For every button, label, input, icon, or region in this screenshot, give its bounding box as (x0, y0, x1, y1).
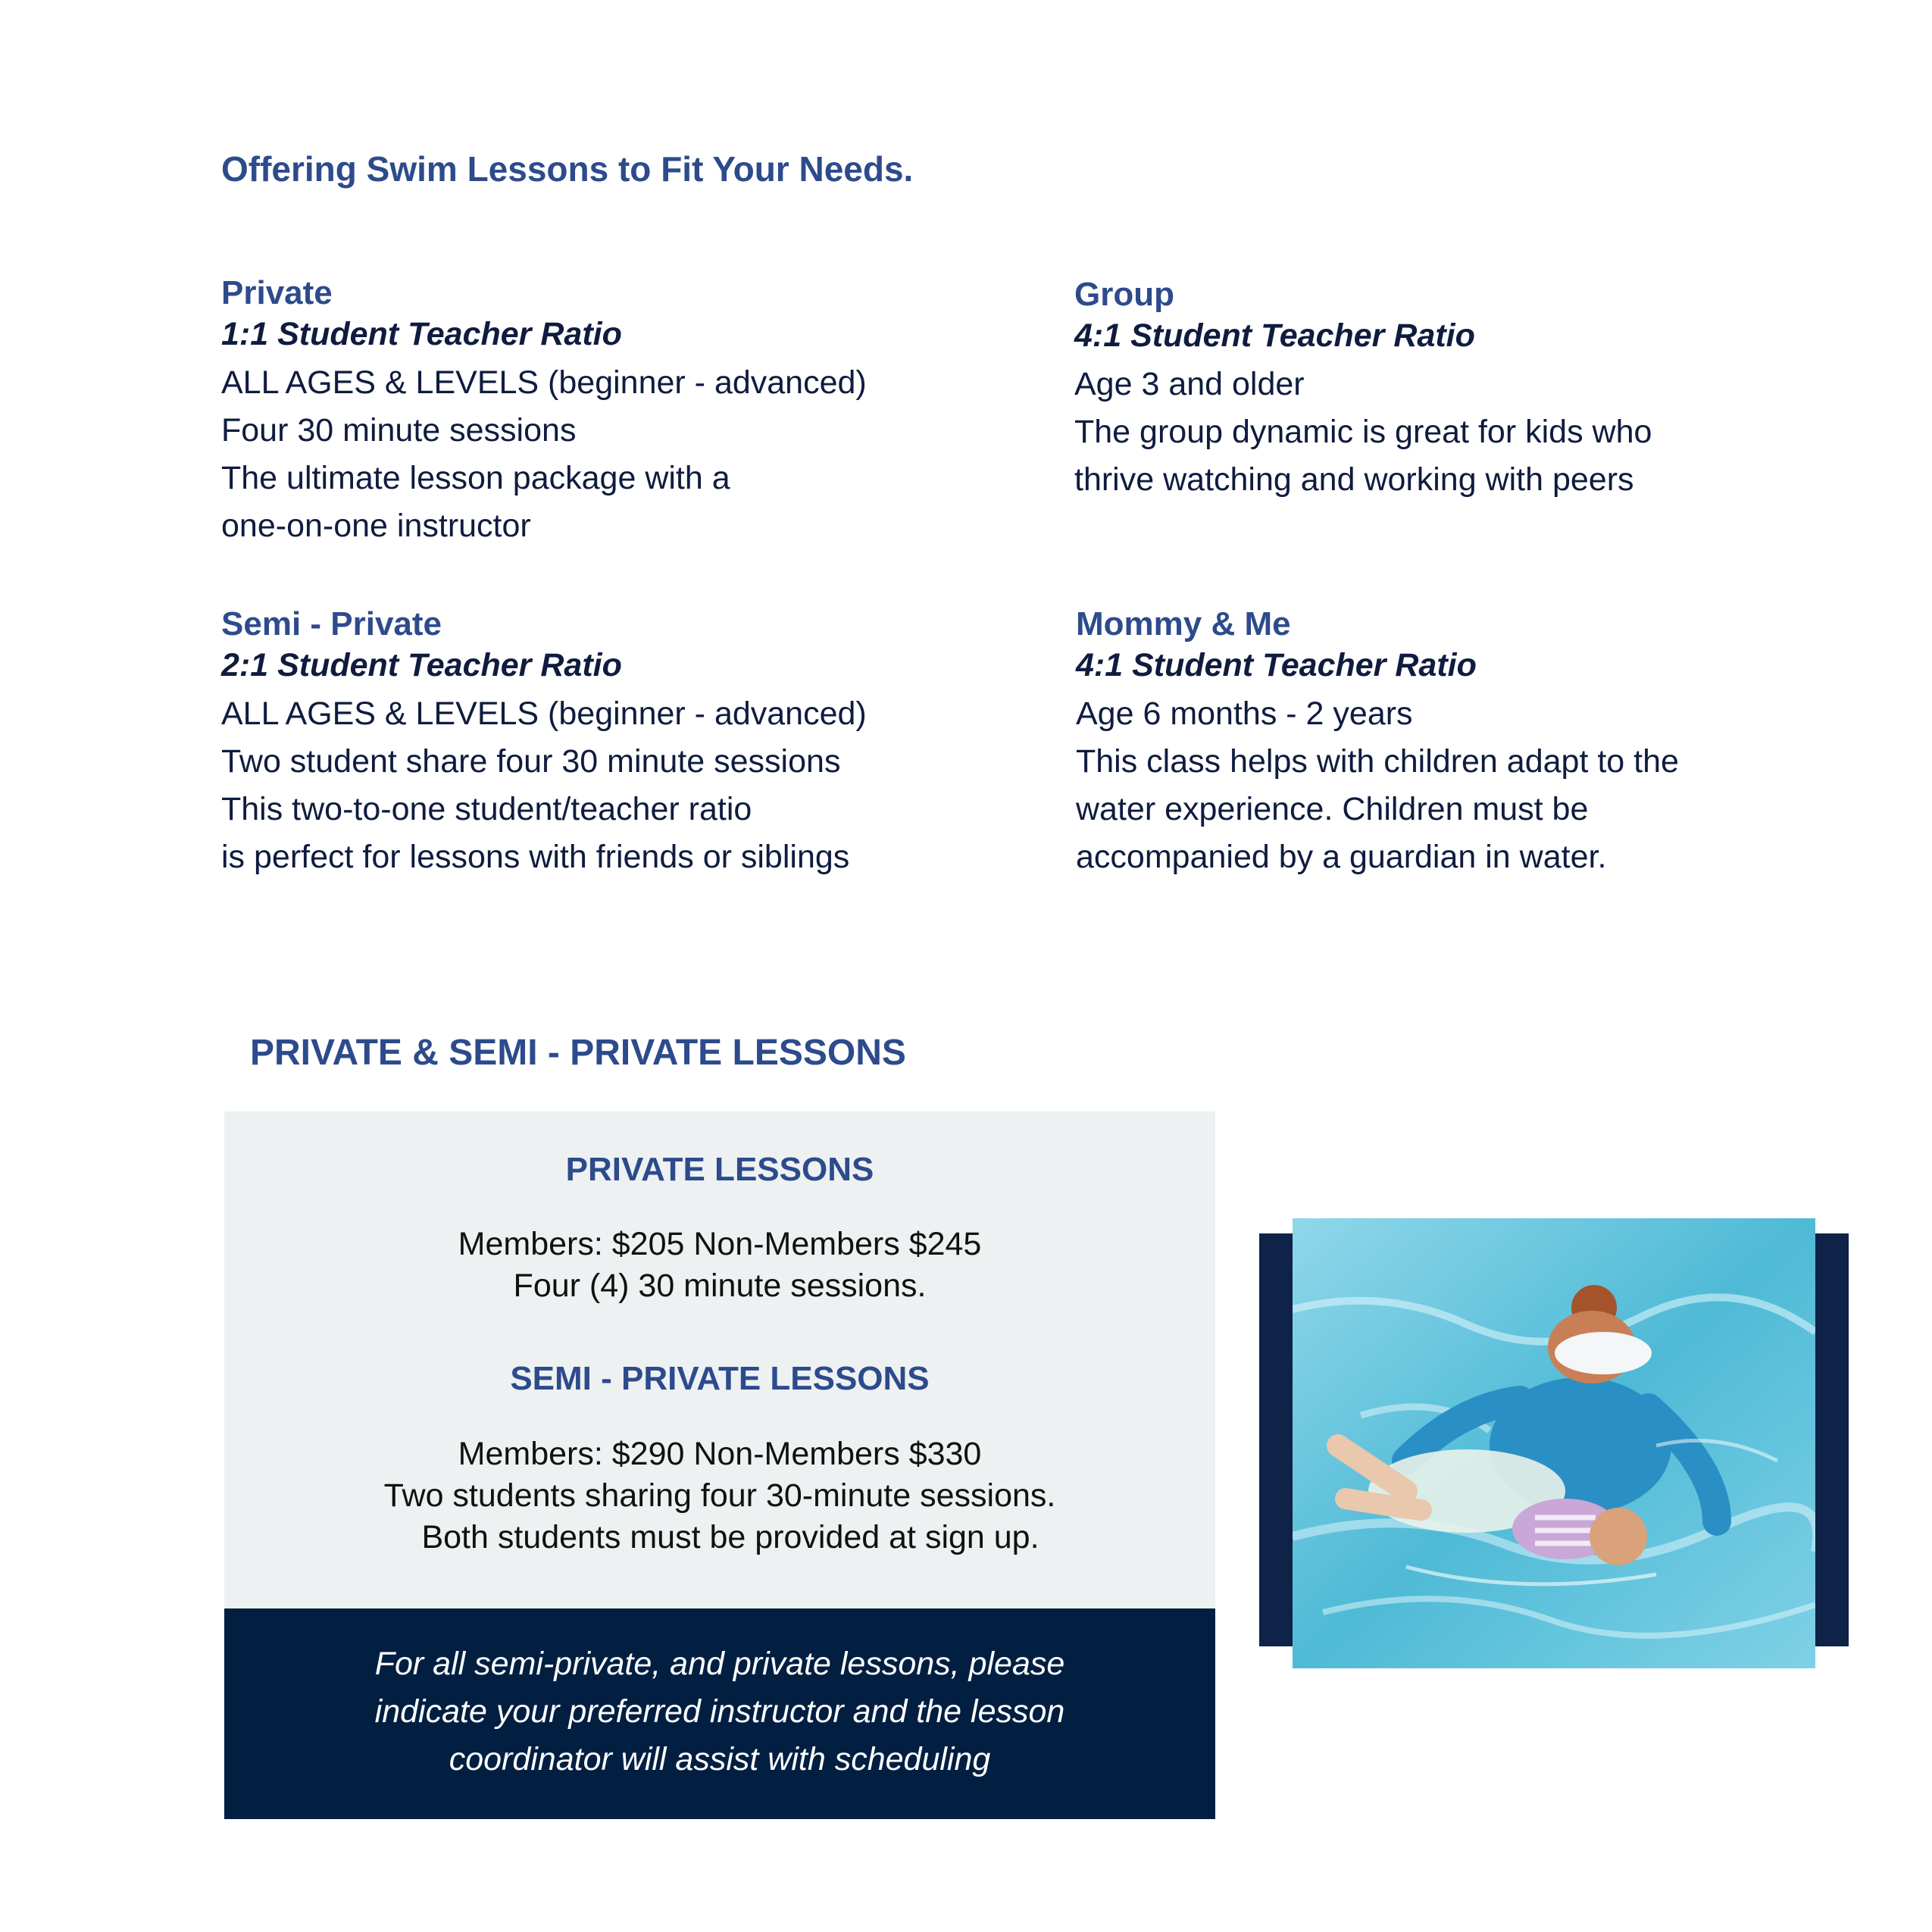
lesson-heading: Private (221, 274, 333, 311)
private-lessons-sessions: Four (4) 30 minute sessions. (513, 1268, 927, 1304)
lesson-ratio: 4:1 Student Teacher Ratio (1076, 647, 1477, 683)
lesson-line: The ultimate lesson package with a (221, 460, 730, 496)
lesson-line: water experience. Children must be (1076, 791, 1589, 827)
semi-private-lessons-heading: SEMI - PRIVATE LESSONS (510, 1360, 930, 1397)
lesson-line: ALL AGES & LEVELS (beginner - advanced) (221, 364, 867, 401)
lesson-line: Age 3 and older (1074, 366, 1305, 402)
lesson-line: is perfect for lessons with friends or siblings (221, 839, 850, 875)
scheduling-note-line: coordinator will assist with scheduling (449, 1741, 991, 1777)
scheduling-note-panel (224, 1608, 1215, 1819)
lesson-line: one-on-one instructor (221, 508, 531, 544)
page-title: Offering Swim Lessons to Fit Your Needs. (221, 149, 914, 189)
lesson-heading: Group (1074, 276, 1174, 313)
private-lessons-price: Members: $205 Non-Members $245 (458, 1226, 982, 1262)
lesson-private (221, 273, 1017, 550)
lesson-group (1074, 274, 1870, 504)
lesson-line: Age 6 months - 2 years (1076, 696, 1413, 732)
pricing-section-title: PRIVATE & SEMI - PRIVATE LESSONS (250, 1033, 906, 1073)
lesson-line: thrive watching and working with peers (1074, 461, 1634, 498)
scheduling-note-line: indicate your preferred instructor and the lesson (374, 1693, 1065, 1730)
lesson-heading: Semi - Private (221, 605, 442, 642)
lesson-line: Four 30 minute sessions (221, 412, 577, 449)
lesson-ratio: 2:1 Student Teacher Ratio (221, 647, 622, 683)
semi-private-lessons-price: Members: $290 Non-Members $330 (458, 1436, 982, 1472)
lesson-mommy-and-me (1076, 604, 1871, 881)
lesson-line: Two student share four 30 minute sessions (221, 743, 841, 780)
lesson-line: accompanied by a guardian in water. (1076, 839, 1607, 875)
lesson-ratio: 4:1 Student Teacher Ratio (1074, 317, 1475, 354)
pricing-panel (224, 1111, 1215, 1608)
lesson-line: ALL AGES & LEVELS (beginner - advanced) (221, 696, 867, 732)
lesson-heading: Mommy & Me (1076, 605, 1291, 642)
swim-lesson-photo (1293, 1218, 1815, 1668)
lesson-semi-private (221, 604, 1017, 881)
lesson-line: The group dynamic is great for kids who (1074, 414, 1652, 450)
lesson-line: This two-to-one student/teacher ratio (221, 791, 752, 827)
private-lessons-heading: PRIVATE LESSONS (565, 1151, 874, 1188)
semi-private-lessons-requirement: Both students must be provided at sign up. (421, 1519, 1039, 1555)
lesson-line: This class helps with children adapt to the (1076, 743, 1679, 780)
scheduling-note-line: For all semi-private, and private lessons, please (374, 1646, 1065, 1682)
lesson-ratio: 1:1 Student Teacher Ratio (221, 316, 622, 352)
semi-private-lessons-sessions: Two students sharing four 30-minute sessions. (383, 1477, 1056, 1514)
swim-lesson-illustration (1293, 1218, 1815, 1668)
